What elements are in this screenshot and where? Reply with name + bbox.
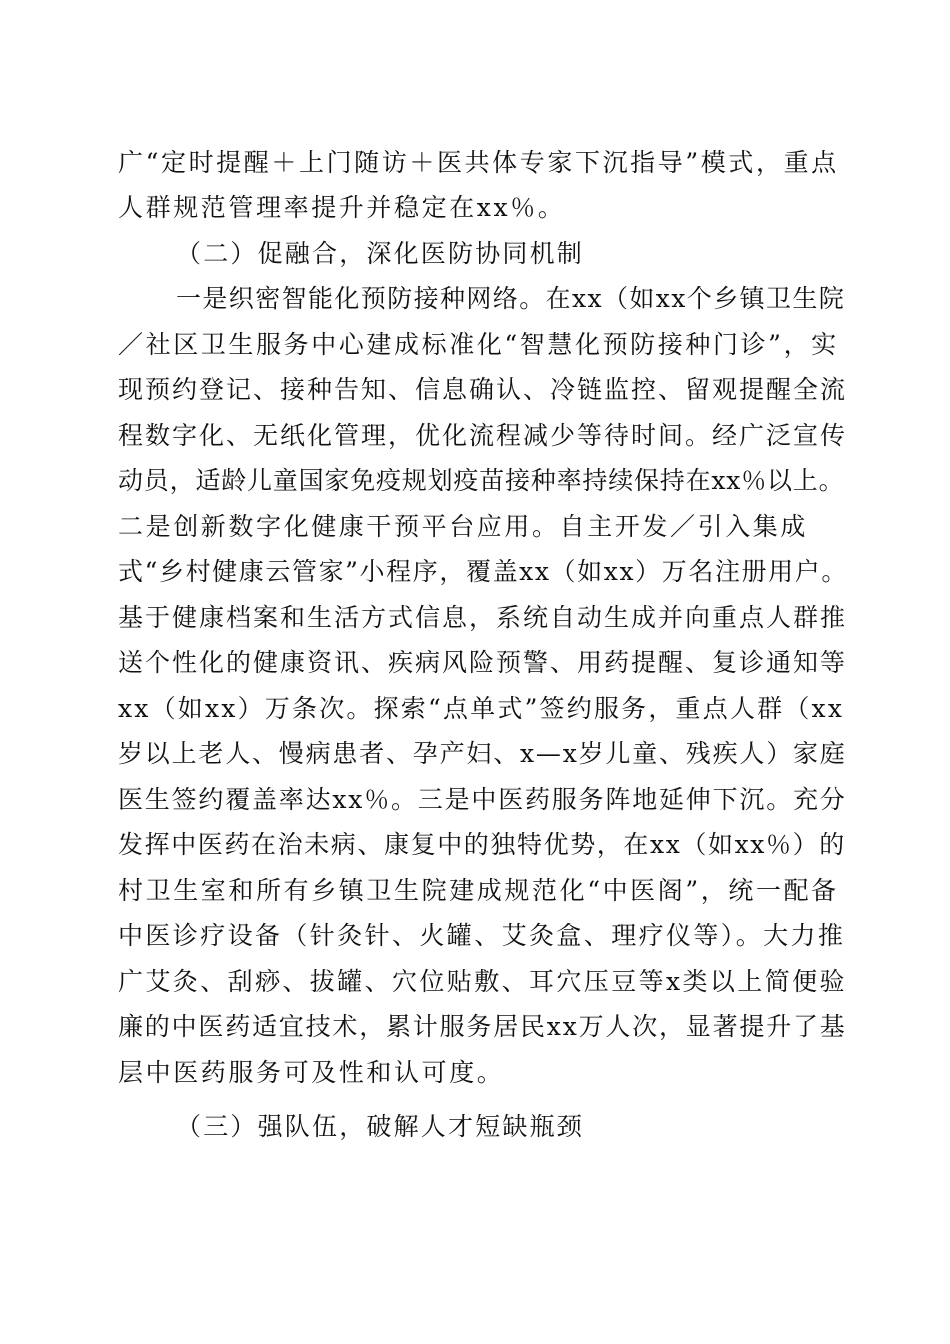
paragraph-line-14: 岁以上老人、慢病患者、孕产妇、x—x岁儿童、残疾人）家庭 [118, 739, 847, 768]
paragraph-line-19: 广艾灸、刮痧、拔罐、穴位贴敷、耳穴压豆等x类以上简便验 [118, 967, 847, 996]
paragraph-line-15: 医生签约覆盖率达xx％。三是中医药服务阵地延伸下沉。充分 [118, 785, 847, 814]
paragraph-line-10: 式“乡村健康云管家”小程序，覆盖xx（如xx）万名注册用户。 [118, 557, 848, 586]
paragraph-line-6: 现预约登记、接种告知、信息确认、冷链监控、留观提醒全流 [118, 375, 848, 404]
paragraph-line-2: 人群规范管理率提升并稳定在xx％。 [118, 193, 566, 222]
paragraph-line-16: 发挥中医药在治未病、康复中的独特优势，在xx（如xx％）的 [118, 830, 846, 859]
paragraph-line-5: ／社区卫生服务中心建成标准化“智慧化预防接种门诊”，实 [118, 330, 839, 359]
paragraph-line-1: 广“定时提醒＋上门随访＋医共体专家下沉指导”模式，重点 [118, 148, 839, 177]
paragraph-line-17: 村卫生室和所有乡镇卫生院建成规范化“中医阁”，统一配备 [118, 876, 839, 905]
paragraph-line-13: xx（如xx）万条次。探索“点单式”签约服务，重点人群（xx [118, 694, 845, 723]
paragraph-line-7: 程数字化、无纸化管理，优化流程减少等待时间。经广泛宣传 [118, 421, 848, 450]
paragraph-line-11: 基于健康档案和生活方式信息，系统自动生成并向重点人群推 [118, 603, 848, 632]
paragraph-line-20: 廉的中医药适宜技术，累计服务居民xx万人次，显著提升了基 [118, 1012, 847, 1041]
section-heading-3: （三）强队伍，破解人才短缺瓶颈 [176, 1112, 585, 1141]
paragraph-line-21: 层中医药服务可及性和认可度。 [118, 1058, 505, 1087]
section-heading-2: （二）促融合，深化医防协同机制 [176, 239, 585, 268]
paragraph-line-4: 一是织密智能化预防接种网络。在xx（如xx个乡镇卫生院 [176, 284, 846, 313]
paragraph-line-9: 二是创新数字化健康干预平台应用。自主开发／引入集成 [118, 512, 809, 541]
paragraph-line-12: 送个性化的健康资讯、疾病风险预警、用药提醒、复诊通知等 [118, 648, 848, 677]
paragraph-line-8: 动员，适龄儿童国家免疫规划疫苗接种率持续保持在xx％以上。 [118, 466, 845, 495]
paragraph-line-18: 中医诊疗设备（针灸针、火罐、艾灸盒、理疗仪等）。大力推 [118, 921, 846, 950]
